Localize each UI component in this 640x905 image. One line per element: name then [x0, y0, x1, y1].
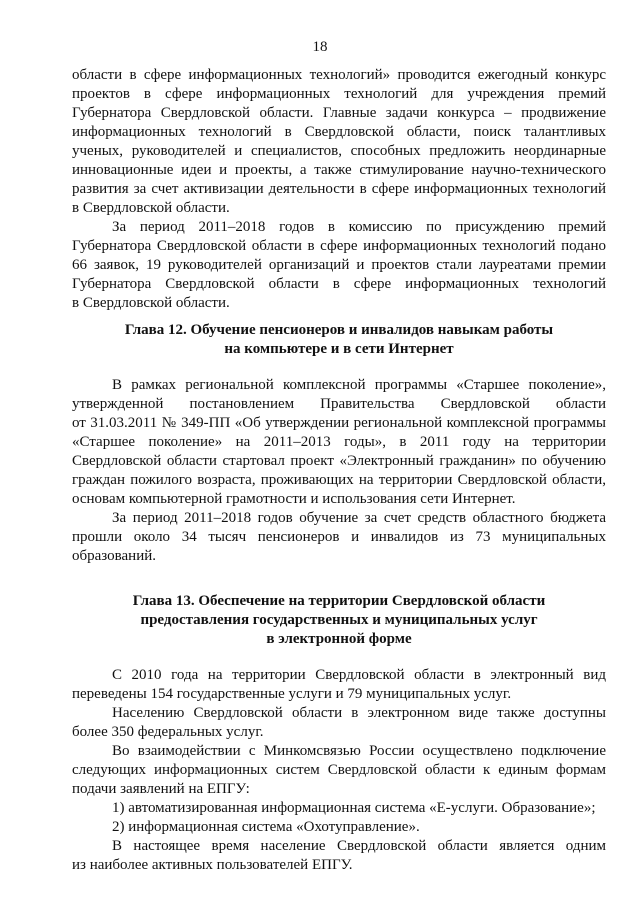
- text-line: В рамках региональной комплексной программы «Старшее поколение»,: [112, 377, 606, 393]
- text-line: прошли около 34 тысяч пенсионеров и инвалидов из 73 муниципальных: [72, 529, 606, 545]
- text-line: За период 2011–2018 годов обучение за счет средств областного бюджета: [112, 510, 606, 526]
- text-line: Населению Свердловской области в электронном виде также доступны: [112, 705, 606, 721]
- text-line: основам компьютерной грамотности и использования сети Интернет.: [72, 491, 516, 507]
- list-item: 1) автоматизированная информационная система «Е-услуги. Образование»;: [112, 800, 596, 816]
- text-line: более 350 федеральных услуг.: [72, 724, 264, 740]
- text-line: в Свердловской области.: [72, 200, 230, 216]
- text-line: За период 2011–2018 годов в комиссию по присуждению премий: [112, 219, 606, 235]
- text-line: граждан пожилого возраста, проживающих на территории Свердловской области,: [72, 472, 606, 488]
- text-line: ученых, руководителей и специалистов, способных предложить неординарные: [72, 143, 606, 159]
- text-line: Губернатора Свердловской области в сфере информационных технологий подано: [72, 238, 606, 254]
- text-line: следующих информационных систем Свердловской области к единым формам: [72, 762, 606, 778]
- text-line: из наиболее активных пользователей ЕПГУ.: [72, 857, 353, 873]
- text-line: развития за счет активизации деятельности в сфере информационных технологий: [72, 181, 606, 197]
- text-line: Во взаимодействии с Минкомсвязью России осуществлено подключение: [112, 743, 606, 759]
- text-line: Свердловской области стартовал проект «Электронный гражданин» по обучению: [72, 453, 606, 469]
- chapter-heading: Глава 13. Обеспечение на территории Свердловской области: [132, 593, 546, 609]
- page-number: 18: [312, 39, 328, 55]
- text-line: утвержденной постановлением Правительства Свердловской области: [72, 396, 606, 412]
- text-line: области в сфере информационных технологий» проводится ежегодный конкурс: [72, 67, 606, 83]
- text-line: «Старшее поколение» на 2011–2013 годы», в 2011 году на территории: [72, 434, 606, 450]
- chapter-heading: предоставления государственных и муниципальных услуг: [140, 612, 538, 628]
- chapter-heading: в электронной форме: [266, 631, 412, 647]
- text-line: инновационные идеи и проекты, а также стимулирование научно-технического: [72, 162, 606, 178]
- list-item: 2) информационная система «Охотуправление».: [112, 819, 420, 835]
- text-line: информационных технологий в Свердловской области, поиск талантливых: [72, 124, 606, 140]
- text-line: образований.: [72, 548, 157, 564]
- chapter-heading: на компьютере и в сети Интернет: [224, 341, 454, 357]
- text-line: Губернатора Свердловской области. Главные задачи конкурса – продвижение: [72, 105, 606, 121]
- text-line: переведены 154 государственные услуги и 79 муниципальных услуг.: [72, 686, 512, 702]
- text-line: 66 заявок, 19 руководителей организаций и проектов стали лауреатами премии: [72, 257, 606, 273]
- text-line: С 2010 года на территории Свердловской области в электронный вид: [112, 667, 606, 683]
- text-line: В настоящее время население Свердловской области является одним: [112, 838, 606, 854]
- text-line: в Свердловской области.: [72, 295, 230, 311]
- text-line: проектов в сфере информационных технологий для учреждения премий: [72, 86, 606, 102]
- chapter-heading: Глава 12. Обучение пенсионеров и инвалидов навыкам работы: [124, 322, 554, 338]
- text-line: Губернатора Свердловской области в сфере информационных технологий: [72, 276, 606, 292]
- text-line: подачи заявлений на ЕПГУ:: [72, 781, 250, 797]
- text-line: от 31.03.2011 № 349-ПП «Об утверждении региональной комплексной программы: [72, 415, 606, 431]
